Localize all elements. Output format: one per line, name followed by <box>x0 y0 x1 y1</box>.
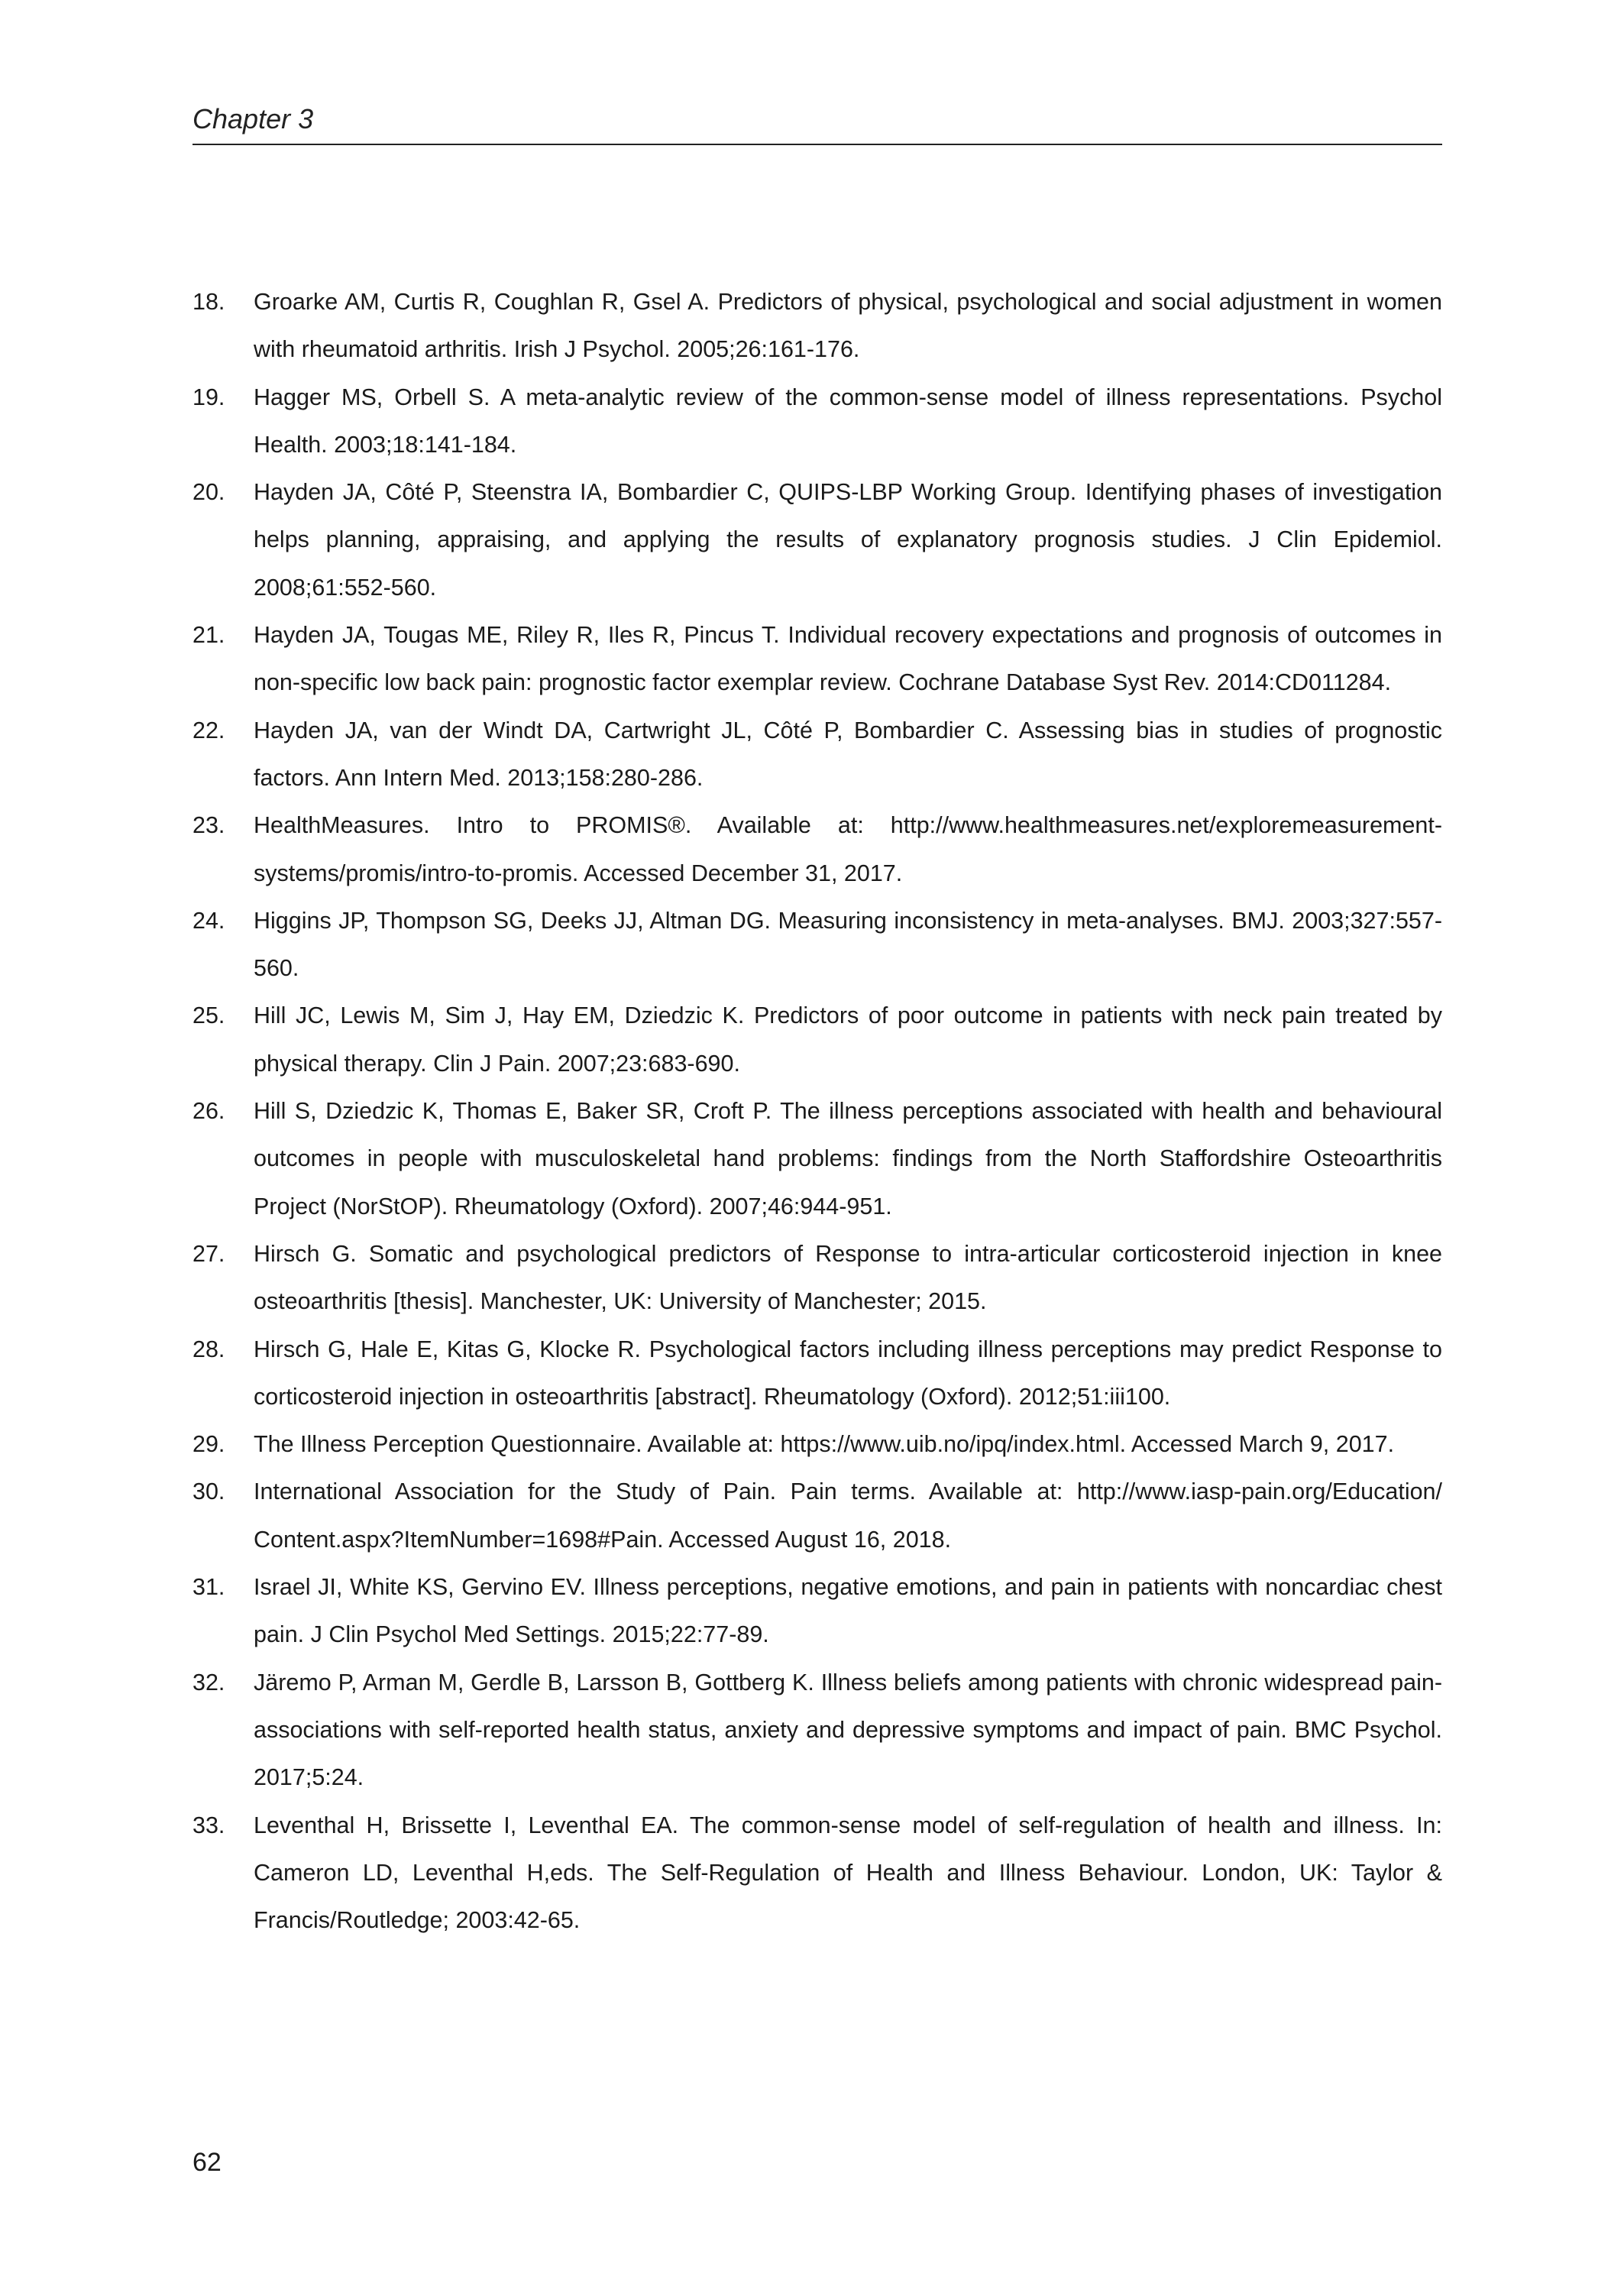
reference-item <box>192 1563 1442 1659</box>
reference-item <box>192 992 1442 1087</box>
reference-text: Leventhal H, Brissette I, Leventhal EA. The common-sense model of self-regulation of health and illness. In: Cameron LD, Leventhal H,eds. The Self-Regulation of Health and Illness Behaviour. London, UK: Taylor & Francis/Routledge; 2003:42-65. <box>254 1812 1442 1934</box>
reference-item <box>192 374 1442 469</box>
reference-number: 19. <box>192 384 225 410</box>
reference-text: Higgins JP, Thompson SG, Deeks JJ, Altman DG. Measuring inconsistency in meta-analyses. BMJ. 2003;327:557-560. <box>254 907 1442 982</box>
page-number: 62 <box>192 2148 222 2177</box>
reference-number: 31. <box>192 1574 225 1601</box>
reference-number: 25. <box>192 1002 225 1029</box>
reference-item <box>192 611 1442 707</box>
reference-item <box>192 802 1442 897</box>
reference-item <box>192 897 1442 993</box>
reference-text: Groarke AM, Curtis R, Coughlan R, Gsel A. Predictors of physical, psychological and social adjustment in women with rheumatoid arthritis. Irish J Psychol. 2005;26:161-176. <box>254 289 1442 363</box>
reference-item <box>192 1659 1442 1802</box>
reference-text: Hill S, Dziedzic K, Thomas E, Baker SR, Croft P. The illness perceptions associated with health and behavioural outcomes in people with musculoskeletal hand problems: findings from the North Staffordshire Osteoarthritis Project (NorStOP). Rheumatology (Oxford). 2007;46:944-951. <box>254 1098 1442 1219</box>
reference-number: 22. <box>192 717 225 743</box>
reference-text: HealthMeasures. Intro to PROMIS®. Available at: http://www.healthmeasures.net/exploremeasurement-systems/promis/intro-to-promis. Accessed December 31, 2017. <box>254 812 1442 886</box>
reference-item <box>192 1230 1442 1326</box>
reference-number: 28. <box>192 1336 225 1362</box>
reference-text: Hirsch G. Somatic and psychological predictors of Response to intra-articular corticosteroid injection in knee osteoarthritis [thesis]. Manchester, UK: University of Manchester; 2015. <box>254 1240 1442 1315</box>
reference-text: Hayden JA, van der Windt DA, Cartwright JL, Côté P, Bombardier C. Assessing bias in studies of prognostic factors. Ann Intern Med. 2013;158:280-286. <box>254 717 1442 791</box>
reference-text: Israel JI, White KS, Gervino EV. Illness perceptions, negative emotions, and pain in patients with noncardiac chest pain. J Clin Psychol Med Settings. 2015;22:77-89. <box>254 1574 1442 1648</box>
reference-item <box>192 1326 1442 1421</box>
reference-number: 23. <box>192 812 225 839</box>
reference-number: 21. <box>192 622 225 649</box>
reference-number: 30. <box>192 1478 225 1505</box>
chapter-title: Chapter 3 <box>192 103 314 134</box>
reference-number: 26. <box>192 1098 225 1125</box>
reference-list <box>192 278 1442 1944</box>
reference-text: The Illness Perception Questionnaire. Available at: https://www.uib.no/ipq/index.html. Accessed March 9, 2017. <box>254 1431 1395 1458</box>
reference-number: 18. <box>192 289 225 315</box>
reference-item <box>192 1802 1442 1945</box>
reference-item <box>192 1420 1442 1468</box>
reference-text: Hayden JA, Côté P, Steenstra IA, Bombardier C, QUIPS-LBP Working Group. Identifying phases of investigation helps planning, appraising, and applying the results of explanatory prognosis studies. J Clin Epidemiol. 2008;61:552-560. <box>254 479 1442 601</box>
reference-text: Hirsch G, Hale E, Kitas G, Klocke R. Psychological factors including illness perceptions may predict Response to corticosteroid injection in osteoarthritis [abstract]. Rheumatology (Oxford). 2012;51:iii100. <box>254 1336 1442 1410</box>
reference-item <box>192 468 1442 611</box>
reference-text: Hagger MS, Orbell S. A meta-analytic review of the common-sense model of illness representations. Psychol Health. 2003;18:141-184. <box>254 384 1442 458</box>
reference-number: 24. <box>192 907 225 934</box>
running-header <box>192 102 1442 145</box>
reference-item <box>192 1468 1442 1563</box>
reference-number: 29. <box>192 1431 225 1458</box>
reference-number: 32. <box>192 1669 225 1695</box>
reference-item <box>192 1087 1442 1230</box>
reference-number: 27. <box>192 1240 225 1267</box>
reference-text: Järemo P, Arman M, Gerdle B, Larsson B, Gottberg K. Illness beliefs among patients with chronic widespread pain- associations with self-reported health status, anxiety and depressive symptoms and impact of pain. BMC Psychol. 2017;5:24. <box>254 1669 1442 1791</box>
reference-number: 20. <box>192 479 225 506</box>
reference-number: 33. <box>192 1812 225 1838</box>
reference-text: Hill JC, Lewis M, Sim J, Hay EM, Dziedzic K. Predictors of poor outcome in patients with neck pain treated by physical therapy. Clin J Pain. 2007;23:683-690. <box>254 1002 1442 1077</box>
reference-text: Hayden JA, Tougas ME, Riley R, Iles R, Pincus T. Individual recovery expectations and prognosis of outcomes in non-specific low back pain: prognostic factor exemplar review. Cochrane Database Syst Rev. 2014:CD011284. <box>254 622 1442 696</box>
reference-text: International Association for the Study of Pain. Pain terms. Available at: http://www.iasp-pain.org/Education/ Content.aspx?ItemNumber=1698#Pain. Accessed August 16, 2018. <box>254 1478 1442 1553</box>
reference-item <box>192 278 1442 374</box>
reference-item <box>192 707 1442 802</box>
